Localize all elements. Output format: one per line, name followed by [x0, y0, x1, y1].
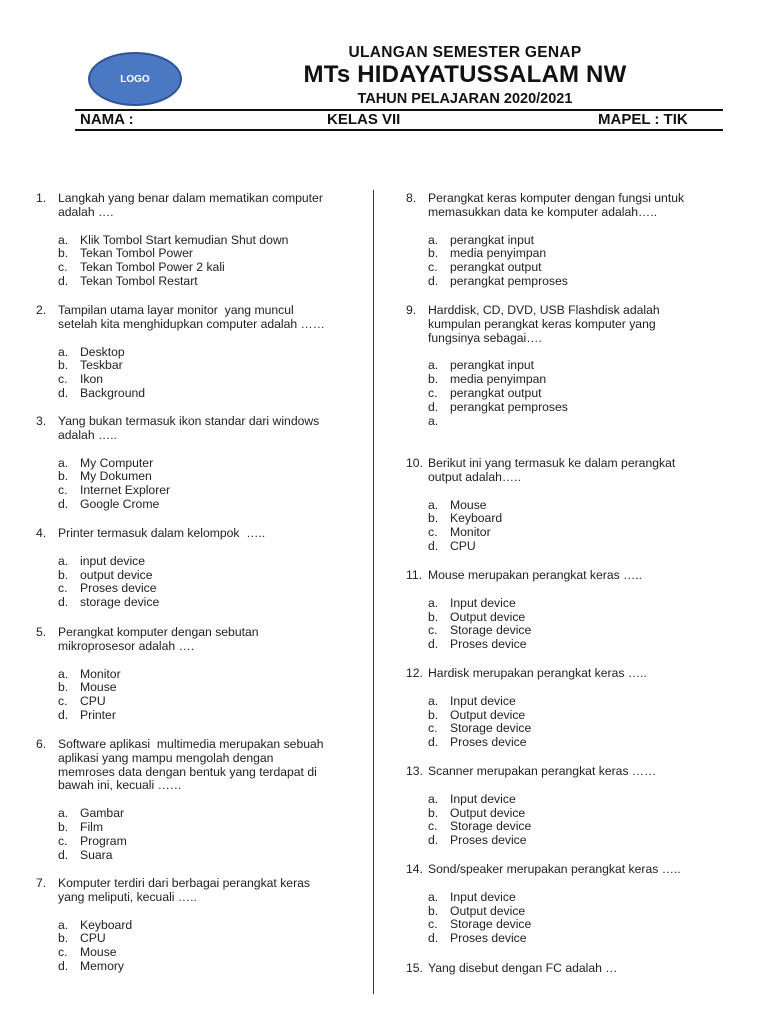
question-stem [406, 457, 736, 485]
question-stem [406, 667, 736, 681]
option-text: Gambar [80, 806, 125, 821]
question-text: Printer termasuk dalam kelompok ….. [58, 526, 266, 540]
answer-option [428, 932, 736, 946]
question-stem [406, 569, 736, 583]
option-letter: b. [58, 246, 69, 261]
question-2 [36, 304, 366, 401]
column-divider [373, 190, 374, 994]
option-letter: a. [58, 553, 69, 568]
option-text: Mouse [80, 945, 117, 960]
question-7 [36, 877, 366, 974]
option-text: Output device [450, 609, 526, 624]
option-letter: a. [58, 344, 69, 359]
question-text: Yang disebut dengan FC adalah … [428, 961, 618, 975]
option-text: Storage device [450, 721, 532, 736]
question-number: 6. [36, 737, 47, 751]
question-number: 9. [406, 303, 417, 317]
option-text: My Computer [80, 455, 154, 470]
option-text: perangkat pemproses [450, 273, 568, 288]
option-text: Output device [450, 903, 526, 918]
option-text: Tekan Tombol Power 2 kali [80, 260, 225, 275]
option-text: Monitor [80, 666, 121, 681]
answer-option [428, 387, 736, 401]
option-text: Google Crome [80, 496, 160, 511]
option-letter: c. [428, 525, 438, 540]
question-number: 2. [36, 303, 47, 317]
question-13 [406, 765, 736, 848]
option-letter: d. [428, 735, 439, 750]
option-letter: b. [58, 931, 69, 946]
answer-option [58, 668, 366, 682]
option-letter: c. [58, 945, 68, 960]
answer-option [58, 596, 366, 610]
option-letter: d. [58, 595, 69, 610]
answer-options [428, 499, 736, 554]
question-text: Tampilan utama layar monitor yang muncul setelah kita menghidupkan computer adalah …… [58, 303, 325, 331]
answer-options [428, 695, 736, 750]
answer-option [428, 597, 736, 611]
option-letter: b. [428, 372, 439, 387]
question-text: Harddisk, CD, DVD, USB Flashdisk adalah kumpulan perangkat keras komputer yang fungsinya sebagai…. [428, 303, 660, 345]
answer-option [428, 905, 736, 919]
question-text: Hardisk merupakan perangkat keras ….. [428, 666, 647, 680]
option-letter: b. [428, 246, 439, 261]
question-stem [36, 877, 366, 905]
question-number: 1. [36, 191, 47, 205]
question-number: 5. [36, 625, 47, 639]
answer-options [58, 668, 366, 723]
answer-option [58, 470, 366, 484]
question-text: Scanner merupakan perangkat keras …… [428, 764, 657, 778]
option-letter: c. [58, 483, 68, 498]
answer-option [58, 569, 366, 583]
question-6 [36, 738, 366, 862]
option-letter: a. [58, 455, 69, 470]
option-letter: c. [58, 581, 68, 596]
question-number: 4. [36, 526, 47, 540]
option-text: Output device [450, 707, 526, 722]
answer-option [58, 849, 366, 863]
subject-label: MAPEL : TIK [598, 111, 688, 128]
question-number: 10. [406, 456, 423, 470]
question-text: Perangkat komputer dengan sebutan mikroprosesor adalah …. [58, 625, 259, 653]
option-letter: b. [428, 511, 439, 526]
academic-year: TAHUN PELAJARAN 2020/2021 [357, 91, 573, 107]
answer-option [428, 891, 736, 905]
question-number: 3. [36, 414, 47, 428]
option-text: Storage device [450, 623, 532, 638]
option-text: Memory [80, 958, 125, 973]
question-number: 12. [406, 666, 423, 680]
answer-options [58, 346, 366, 401]
option-letter: a. [58, 232, 69, 247]
option-text: Proses device [80, 581, 157, 596]
question-stem [406, 765, 736, 779]
option-text: Proses device [450, 931, 527, 946]
answer-option [428, 918, 736, 932]
option-text: Background [80, 385, 146, 400]
question-text: Yang bukan termasuk ikon standar dari windows adalah ….. [58, 414, 320, 442]
answer-option [428, 807, 736, 821]
option-letter: c. [58, 833, 68, 848]
answer-option [428, 512, 736, 526]
answer-option [428, 820, 736, 834]
option-letter: d. [428, 538, 439, 553]
question-text: Perangkat keras komputer dengan fungsi untuk memasukkan data ke komputer adalah….. [428, 191, 685, 219]
answer-option [428, 834, 736, 848]
option-letter: d. [428, 637, 439, 652]
option-text: Film [80, 819, 104, 834]
option-text: Keyboard [450, 511, 503, 526]
option-text: Proses device [450, 637, 527, 652]
option-letter: a. [58, 806, 69, 821]
option-text: Monitor [450, 525, 491, 540]
option-text: output device [80, 567, 153, 582]
header-rule-bottom [75, 129, 723, 131]
option-text: Output device [450, 805, 526, 820]
answer-option [58, 960, 366, 974]
option-text: Proses device [450, 833, 527, 848]
option-letter: a. [428, 889, 439, 904]
option-text: Input device [450, 595, 516, 610]
option-text: Input device [450, 791, 516, 806]
option-letter: d. [58, 707, 69, 722]
option-text: perangkat output [450, 260, 542, 275]
question-text: Software aplikasi multimedia merupakan sebuah aplikasi yang mampu mengolah dengan memroses data dengan bentuk yang terdapat di bawah ini, kecuali …… [58, 737, 324, 793]
option-text: CPU [80, 931, 106, 946]
option-letter: a. [58, 666, 69, 681]
answer-option [58, 835, 366, 849]
question-stem [406, 304, 736, 345]
option-text: My Dokumen [80, 469, 152, 484]
answer-option [58, 946, 366, 960]
answer-options [58, 807, 366, 862]
answer-option [58, 484, 366, 498]
option-letter: d. [428, 273, 439, 288]
option-text: media penyimpan [450, 246, 547, 261]
question-11 [406, 569, 736, 652]
question-1 [36, 192, 366, 289]
answer-option [58, 387, 366, 401]
option-text: CPU [450, 538, 476, 553]
option-text: Input device [450, 693, 516, 708]
option-letter: b. [428, 609, 439, 624]
answer-option [58, 709, 366, 723]
option-letter: c. [58, 372, 68, 387]
question-text: Sond/speaker merupakan perangkat keras ….. [428, 862, 681, 876]
answer-option [428, 611, 736, 625]
option-text: Storage device [450, 917, 532, 932]
option-text: CPU [80, 694, 106, 709]
option-text: Tekan Tombol Power [80, 246, 193, 261]
question-number: 11. [406, 568, 423, 582]
option-letter: b. [58, 358, 69, 373]
option-letter: b. [58, 819, 69, 834]
answer-option [428, 736, 736, 750]
option-text: Mouse [80, 680, 117, 695]
answer-option [428, 401, 736, 415]
option-letter: d. [58, 847, 69, 862]
option-letter: b. [58, 567, 69, 582]
answer-options [428, 891, 736, 946]
answer-option [428, 359, 736, 373]
answer-option [58, 498, 366, 512]
option-letter: c. [428, 385, 438, 400]
question-stem [406, 962, 736, 976]
option-text: Ikon [80, 372, 104, 387]
option-text: Input device [450, 889, 516, 904]
option-text: Suara [80, 847, 113, 862]
option-text: Storage device [450, 819, 532, 834]
answer-option [58, 247, 366, 261]
question-text: Langkah yang benar dalam mematikan computer adalah …. [58, 191, 323, 219]
logo-label: LOGO [120, 73, 150, 85]
answer-option [428, 793, 736, 807]
question-10 [406, 457, 736, 554]
school-name: MTs HIDAYATUSSALAM NW [303, 61, 627, 88]
question-15 [406, 962, 736, 976]
option-text: Printer [80, 707, 116, 722]
option-letter: a. [428, 595, 439, 610]
option-text: Keyboard [80, 917, 133, 932]
option-letter: a. [428, 791, 439, 806]
option-letter: a. [58, 917, 69, 932]
option-letter: a. [428, 358, 439, 373]
option-letter: d. [428, 399, 439, 414]
option-text: Teskbar [80, 358, 123, 373]
answer-option [58, 234, 366, 248]
option-text: perangkat pemproses [450, 399, 568, 414]
answer-option [58, 457, 366, 471]
question-4 [36, 527, 366, 610]
question-text: Mouse merupakan perangkat keras ….. [428, 568, 643, 582]
option-letter: d. [58, 273, 69, 288]
answer-option [428, 234, 736, 248]
option-letter: c. [428, 260, 438, 275]
answer-option [58, 681, 366, 695]
option-text: perangkat input [450, 232, 535, 247]
option-letter: a. [428, 497, 439, 512]
answer-option [428, 709, 736, 723]
answer-options [58, 234, 366, 289]
question-stem [36, 626, 366, 654]
option-letter: b. [58, 680, 69, 695]
option-letter: b. [428, 903, 439, 918]
question-9 [406, 304, 736, 428]
answer-option [58, 346, 366, 360]
answer-options [428, 234, 736, 289]
question-12 [406, 667, 736, 750]
answer-option [428, 540, 736, 554]
option-letter: c. [428, 819, 438, 834]
option-text: Desktop [80, 344, 125, 359]
question-14 [406, 863, 736, 946]
class-label: KELAS VII [327, 111, 401, 128]
option-text: perangkat output [450, 385, 542, 400]
answer-option [428, 373, 736, 387]
option-letter: d. [428, 833, 439, 848]
option-text: Proses device [450, 735, 527, 750]
option-letter: b. [58, 469, 69, 484]
option-letter: b. [428, 805, 439, 820]
question-number: 8. [406, 191, 417, 205]
answer-option [58, 932, 366, 946]
question-stem [36, 738, 366, 793]
question-text: Komputer terdiri dari berbagai perangkat keras yang meliputi, kecuali ….. [58, 876, 311, 904]
option-letter: a. [428, 232, 439, 247]
option-text: Tekan Tombol Restart [80, 273, 198, 288]
answer-option [58, 373, 366, 387]
answer-option [428, 526, 736, 540]
answer-option [58, 359, 366, 373]
answer-option [58, 807, 366, 821]
answer-option [428, 275, 736, 289]
option-letter: c. [58, 694, 68, 709]
option-text: Internet Explorer [80, 483, 171, 498]
answer-options [428, 597, 736, 652]
answer-option [428, 722, 736, 736]
question-number: 13. [406, 764, 423, 778]
answer-options [428, 359, 736, 428]
answer-option [428, 499, 736, 513]
answer-option [58, 261, 366, 275]
option-letter: c. [428, 917, 438, 932]
question-number: 15. [406, 961, 423, 975]
question-text: Berikut ini yang termasuk ke dalam perangkat output adalah….. [428, 456, 676, 484]
option-text: Program [80, 833, 127, 848]
option-text: media penyimpan [450, 372, 547, 387]
answer-options [58, 457, 366, 512]
question-number: 14. [406, 862, 423, 876]
option-letter: c. [58, 260, 68, 275]
option-letter: b. [428, 707, 439, 722]
answer-options [58, 555, 366, 610]
option-text: Mouse [450, 497, 487, 512]
option-text: storage device [80, 595, 160, 610]
question-stem [406, 863, 736, 877]
answer-option [58, 919, 366, 933]
answer-options [428, 793, 736, 848]
question-stem [36, 304, 366, 332]
option-text: Klik Tombol Start kemudian Shut down [80, 232, 289, 247]
question-stem [36, 192, 366, 220]
question-stem [36, 527, 366, 541]
option-letter: d. [58, 958, 69, 973]
answer-option [428, 247, 736, 261]
exam-title: ULANGAN SEMESTER GENAP [348, 44, 582, 61]
answer-option [58, 555, 366, 569]
answer-option [428, 261, 736, 275]
option-letter: c. [428, 721, 438, 736]
student-name-label: NAMA : [80, 111, 134, 128]
answer-option [428, 695, 736, 709]
answer-option [58, 582, 366, 596]
question-5 [36, 626, 366, 723]
question-number: 7. [36, 876, 47, 890]
option-letter: a. [428, 413, 439, 428]
option-text: perangkat input [450, 358, 535, 373]
option-letter: d. [58, 385, 69, 400]
answer-option [58, 695, 366, 709]
question-stem [36, 415, 366, 443]
option-letter: a. [428, 693, 439, 708]
answer-option [428, 638, 736, 652]
option-letter: c. [428, 623, 438, 638]
question-stem [406, 192, 736, 220]
answer-options [58, 919, 366, 974]
answer-option [428, 624, 736, 638]
question-3 [36, 415, 366, 512]
option-text: input device [80, 553, 146, 568]
answer-option [58, 821, 366, 835]
answer-option [428, 415, 736, 429]
option-letter: d. [58, 496, 69, 511]
question-8 [406, 192, 736, 289]
option-letter: d. [428, 931, 439, 946]
answer-option [58, 275, 366, 289]
